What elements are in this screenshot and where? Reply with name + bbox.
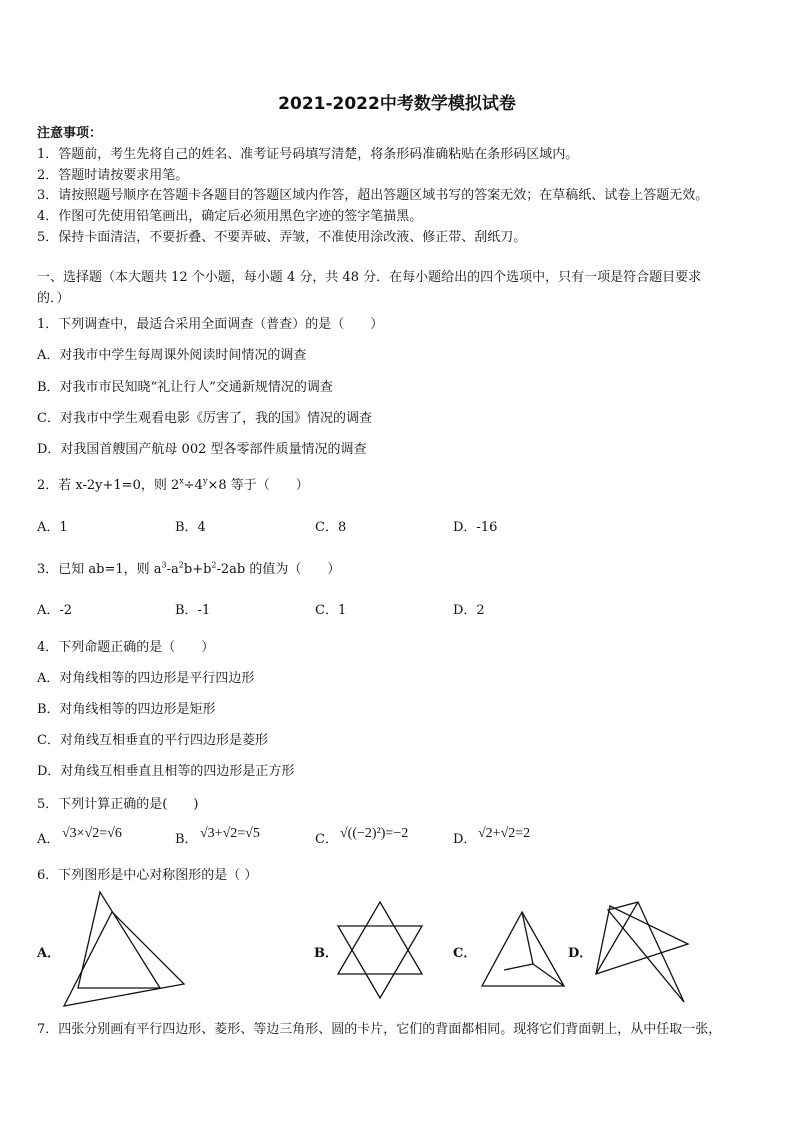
q6-figure-a [60, 890, 190, 1010]
notice-item: 1．答题前，考生先将自己的姓名、准考证号码填写清楚，将条形码准确粘贴在条形码区域内。 [37, 147, 579, 162]
q5-stem: 5．下列计算正确的是( ) [37, 797, 199, 812]
q5-option-b-expr: √3+√2=√5 [200, 826, 260, 841]
q5-option-a-label: A． [37, 832, 60, 847]
q6-label-a: A． [37, 946, 61, 961]
q6-label-d: D． [568, 946, 593, 961]
section-heading: 一、选择题（本大题共 12 个小题，每小题 4 分，共 48 分．在每小题给出的四个选项中，只有一项是符合题目要求 [37, 270, 702, 285]
q6-stem: 6．下列图形是中心对称图形的是（ ） [37, 868, 258, 883]
notice-heading: 注意事项： [37, 126, 103, 141]
notice-item: 5．保持卡面清洁，不要折叠、不要弄破、弄皱，不准使用涂改液、修正带、刮纸刀。 [37, 230, 527, 245]
q3-stem: 3．已知 ab=1，则 $a^3-a^2b+b^2-2ab$ 的值为（ ） [37, 560, 341, 577]
q4-option-d: D．对角线互相垂直且相等的四边形是正方形 [37, 764, 295, 779]
q5-option-b-label: B． [175, 832, 198, 847]
q4-stem: 4．下列命题正确的是（ ） [37, 640, 215, 655]
q6-figure-d [590, 898, 694, 1006]
q4-option-a: A．对角线相等的四边形是平行四边形 [37, 671, 255, 686]
q6-label-c: C． [453, 946, 477, 961]
q1-option-a: A．对我市中学生每周课外阅读时间情况的调查 [37, 348, 307, 363]
q2-stem: 2．若 x-2y+1=0，则 $2^x\div 4^y\times 8$ 等于（ ） [37, 476, 309, 493]
q4-option-c: C．对角线互相垂直的平行四边形是菱形 [37, 733, 268, 748]
page-title: 2021-2022中考数学模拟试卷 [278, 94, 516, 114]
q3-option-b: B．-1 [175, 603, 211, 618]
q4-option-b: B．对角线相等的四边形是矩形 [37, 702, 216, 717]
q1-option-d: D．对我国首艘国产航母 002 型各零部件质量情况的调查 [37, 442, 367, 457]
q1-option-b: B．对我市市民知晓“礼让行人”交通新规情况的调查 [37, 380, 333, 395]
q5-option-a-expr: √3×√2=√6 [62, 826, 122, 841]
q2-option-c: C．8 [315, 520, 347, 535]
q1-stem: 1．下列调查中，最适合采用全面调查（普查）的是（ ） [37, 317, 384, 332]
q5-option-d-expr: √2+√2=2 [478, 826, 531, 841]
q3-option-d: D．2 [453, 603, 485, 618]
q1-option-c: C．对我市中学生观看电影《厉害了，我的国》情况的调查 [37, 411, 372, 426]
notice-item: 4．作图可先使用铅笔画出，确定后必须用黑色字迹的签字笔描黑。 [37, 209, 423, 224]
q3-option-c: C．1 [315, 603, 347, 618]
q5-option-c-label: C． [315, 832, 338, 847]
q2-option-d: D．-16 [453, 520, 498, 535]
notice-item: 3．请按照题号顺序在答题卡各题目的答题区域内作答，超出答题区域书写的答案无效；在草稿纸、试卷上答题无效。 [37, 188, 709, 203]
notice-item: 2．答题时请按要求用笔。 [37, 168, 189, 183]
q5-option-c-expr: √((−2)²)=−2 [340, 826, 409, 841]
q2-option-b: B．4 [175, 520, 206, 535]
q6-figure-b [334, 900, 426, 1000]
q6-label-b: B． [314, 946, 338, 961]
section-heading-cont: 的．） [37, 291, 70, 306]
q7-stem: 7．四张分别画有平行四边形、菱形、等边三角形、圆的卡片，它们的背面都相同。现将它们背面朝上，从中任取一张， [37, 1022, 722, 1037]
q6-figure-c [478, 908, 568, 992]
q2-option-a: A．1 [37, 520, 68, 535]
q5-option-d-label: D． [453, 832, 477, 847]
q3-option-a: A．-2 [37, 603, 73, 618]
